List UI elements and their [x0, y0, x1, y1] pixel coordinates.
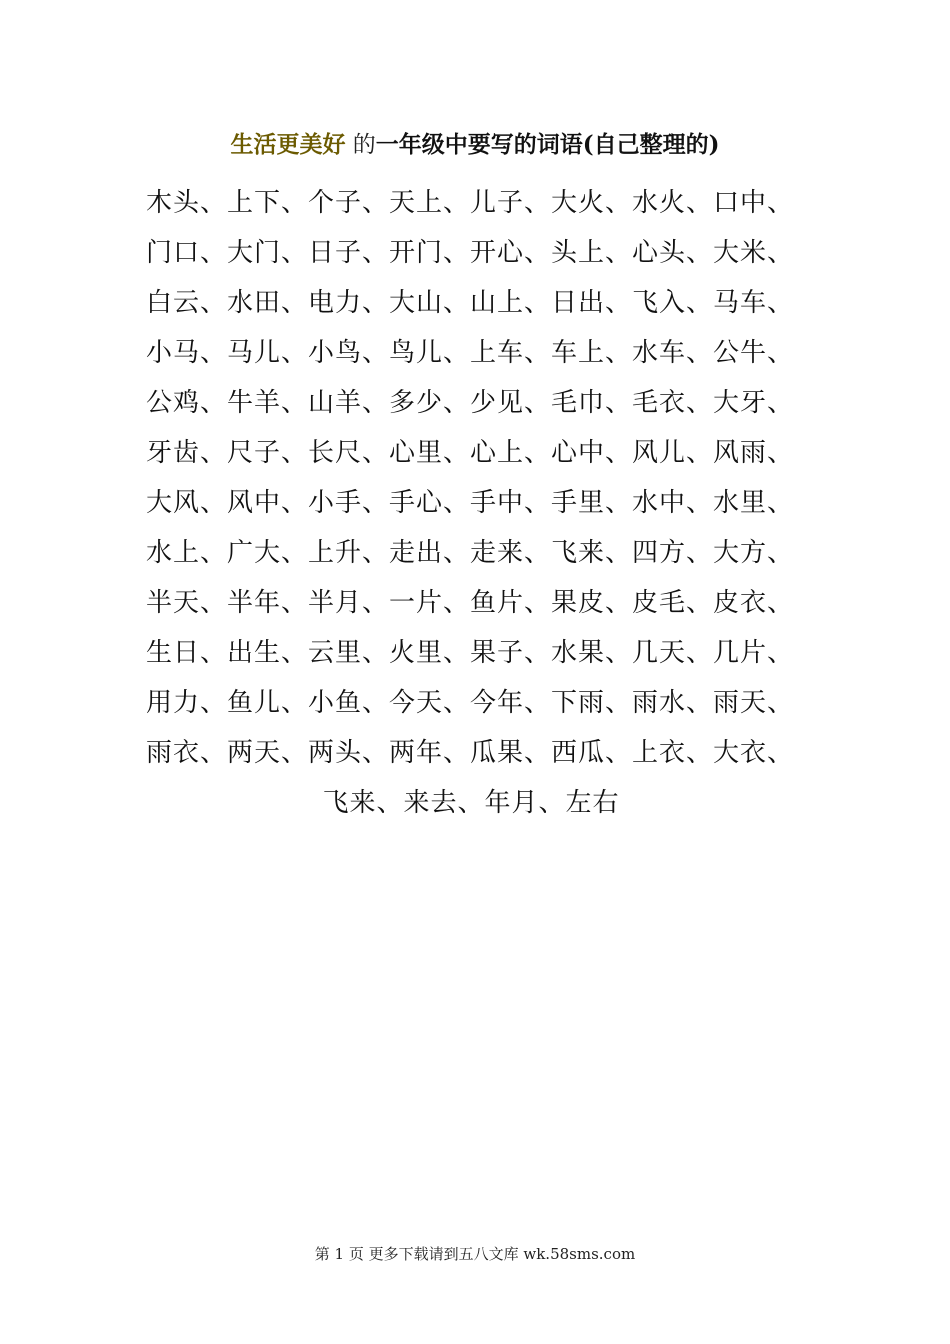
- word-line-5: 公鸡、牛羊、山羊、多少、少见、毛巾、毛衣、大牙、: [146, 388, 795, 418]
- word-line-4: 小马、马儿、小鸟、鸟儿、上车、车上、水车、公牛、: [146, 338, 795, 368]
- word-line-2: 门口、大门、日子、开门、开心、头上、心头、大米、: [146, 238, 795, 268]
- word-line-3: 白云、水田、电力、大山、山上、日出、飞入、马车、: [146, 288, 795, 318]
- word-line-6: 牙齿、尺子、长尺、心里、心上、心中、风儿、风雨、: [146, 438, 795, 468]
- word-line-8: 水上、广大、上升、走出、走来、飞来、四方、大方、: [146, 538, 795, 568]
- word-list: [146, 178, 836, 828]
- word-line-10: 生日、出生、云里、火里、果子、水果、几天、几片、: [146, 638, 795, 668]
- word-line-13: 飞来、来去、年月、左右: [322, 788, 620, 818]
- word-line-9: 半天、半年、半月、一片、鱼片、果皮、皮毛、皮衣、: [146, 588, 795, 618]
- title-mid: 的: [345, 132, 376, 158]
- word-line-1: 木头、上下、个子、天上、儿子、大火、水火、口中、: [146, 188, 795, 218]
- word-line-11: 用力、鱼儿、小鱼、今天、今年、下雨、雨水、雨天、: [146, 688, 795, 718]
- title-rest: 一年级中要写的词语(自己整理的): [375, 131, 720, 158]
- word-line-12: 雨衣、两天、两头、两年、瓜果、西瓜、上衣、大衣、: [146, 738, 795, 768]
- title-brand: 生活更美好: [230, 131, 346, 158]
- word-line-7: 大风、风中、小手、手心、手中、手里、水中、水里、: [146, 488, 795, 518]
- document-title: [0, 128, 950, 162]
- page-footer: 第 1 页 更多下载请到五八文库 wk.58sms.com: [314, 1245, 636, 1263]
